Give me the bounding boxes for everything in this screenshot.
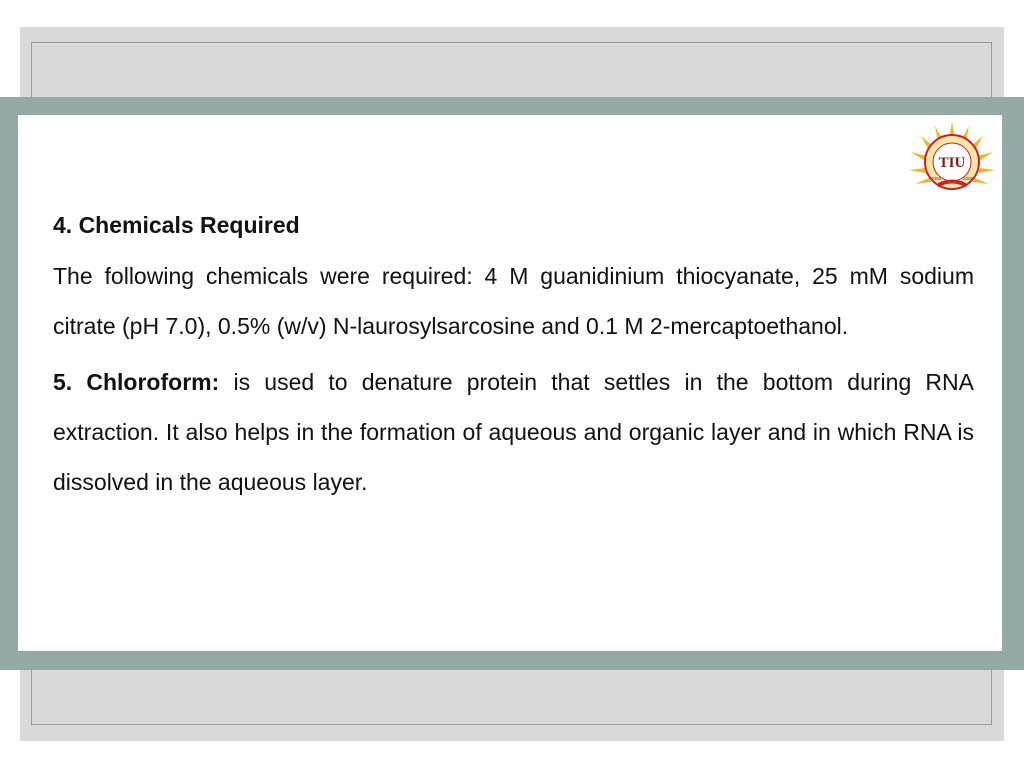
logo-year-right: 2008 (963, 176, 974, 181)
tiu-logo (905, 120, 999, 196)
logo-text: TIU (938, 155, 966, 171)
logo-year-left: 2006 (931, 176, 942, 181)
section-4-heading: 4. Chemicals Required (53, 212, 300, 238)
section-5-body: is used to denature protein that settles in the bottom during RNA extraction. It also helps in the formation of aqueous and organic layer and in which RNA is dissolved in the aqueous layer. (53, 369, 974, 495)
section-5-label: 5. Chloroform: (53, 369, 220, 395)
slide-text (53, 207, 974, 507)
section-5-paragraph (53, 357, 974, 507)
section-4-body: The following chemicals were required: 4 M guanidinium thiocyanate, 25 mM sodium citrate (pH 7.0), 0.5% (w/v) N-laurosylsarcosine and 0.1 M 2-mercaptoethanol. (53, 263, 974, 339)
